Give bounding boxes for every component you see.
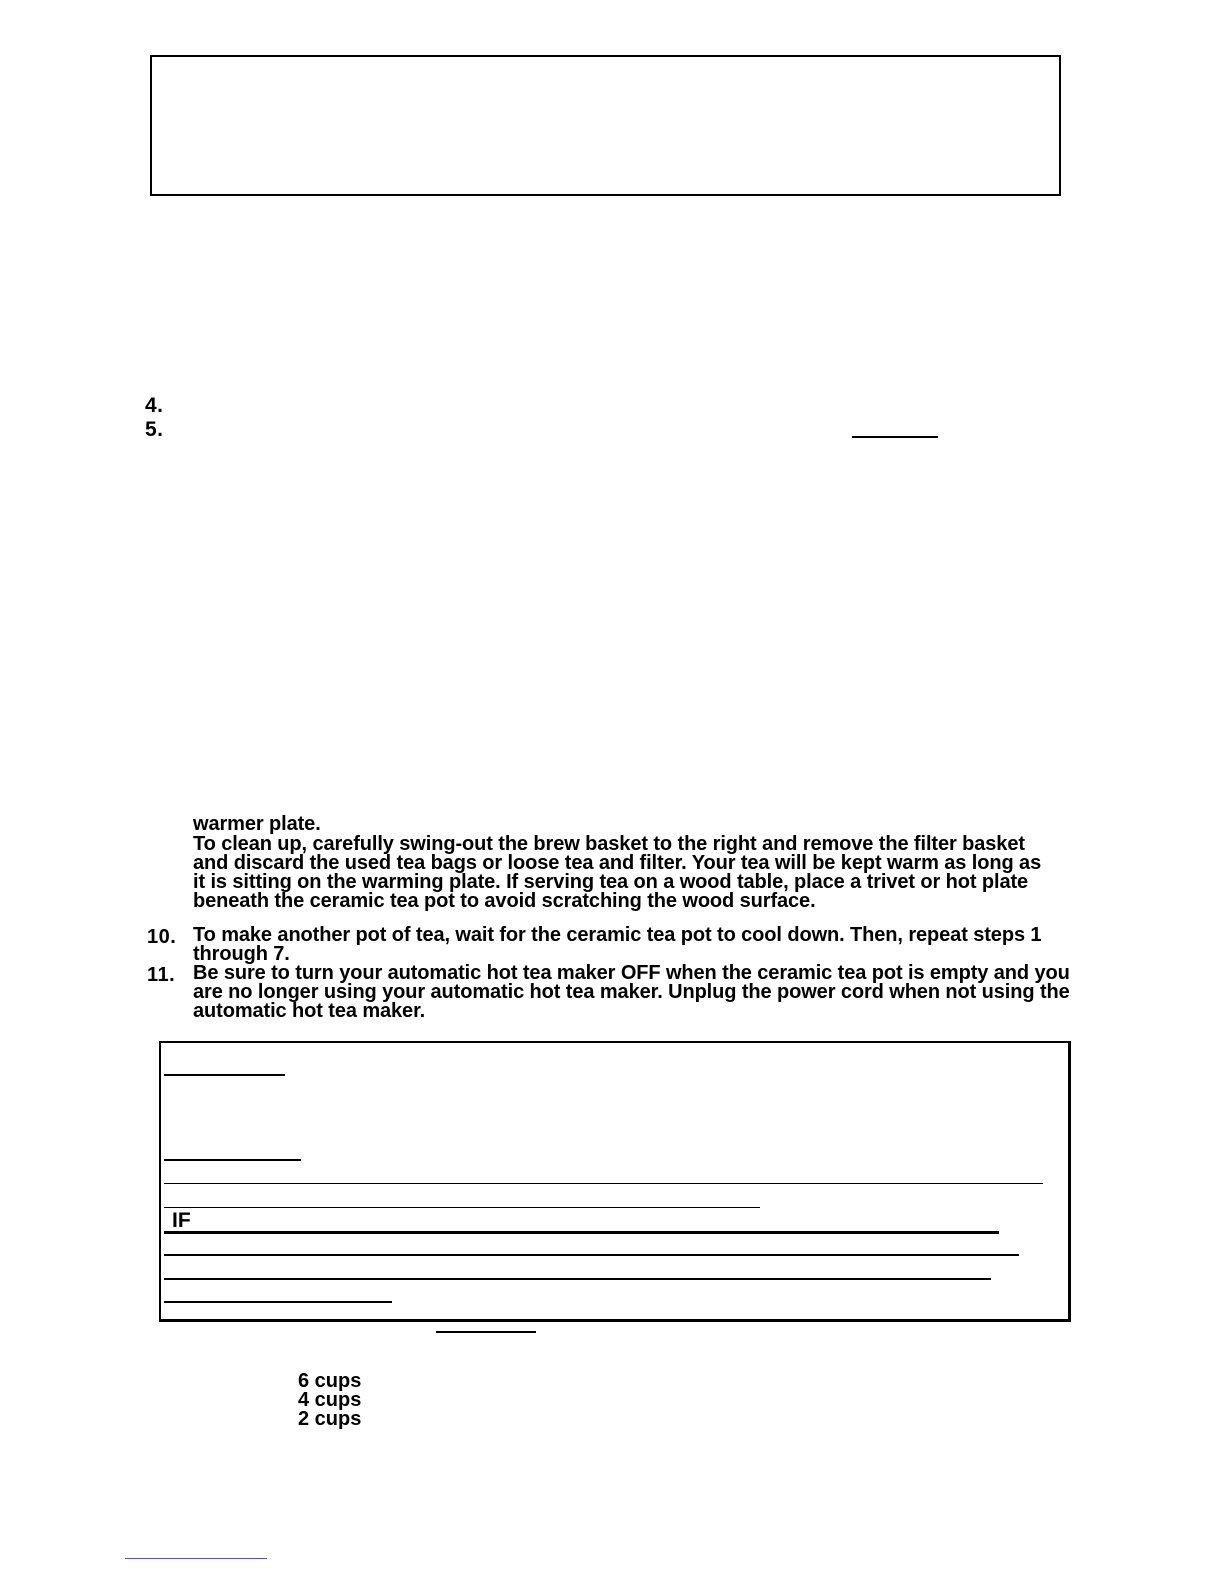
step-10-number: 10. <box>147 926 177 948</box>
notice-line-2 <box>164 1159 301 1161</box>
notice-line-6 <box>164 1254 1019 1256</box>
step-5-number: 5. <box>145 418 164 441</box>
step-9-tail: warmer plate. <box>193 813 321 835</box>
step-9-cleanup-text: To clean up, carefully swing-out the brew basket to the right and remove the filter basket and discard the used tea bags or loose tea and filter. Your tea will be kept warm as long as it is sitting on the warming plate. If serving tea on a wood table, place a trivet or hot plate beneath the ceramic tea pot to avoid scratching the wood surface. <box>193 833 1042 912</box>
underline-mark <box>852 436 938 438</box>
notice-line-7 <box>164 1278 991 1280</box>
notice-line-1 <box>164 1074 285 1076</box>
capacity-underline <box>436 1331 536 1333</box>
step-11-number: 11. <box>147 964 176 986</box>
step-11-text: Be sure to turn your automatic hot tea maker OFF when the ceramic tea pot is empty and you are no longer using your automatic hot tea maker. Unplug the power cord when not using the automatic hot tea maker. <box>193 962 1070 1022</box>
notice-if-label: IF <box>172 1209 191 1232</box>
step-4-number: 4. <box>145 394 164 417</box>
capacity-six-cups: 6 cups <box>298 1370 362 1392</box>
notice-line-8 <box>164 1301 392 1303</box>
footer-rule <box>125 1558 267 1559</box>
notice-line-5 <box>164 1231 999 1234</box>
notice-line-4 <box>164 1207 760 1208</box>
capacity-two-cups: 2 cups <box>298 1408 362 1430</box>
top-notice-box <box>150 55 1061 196</box>
notice-line-3 <box>164 1183 1043 1184</box>
capacity-four-cups: 4 cups <box>298 1389 362 1411</box>
step-10-text: To make another pot of tea, wait for the ceramic tea pot to cool down. Then, repeat steps 1 through 7. <box>193 924 1042 965</box>
